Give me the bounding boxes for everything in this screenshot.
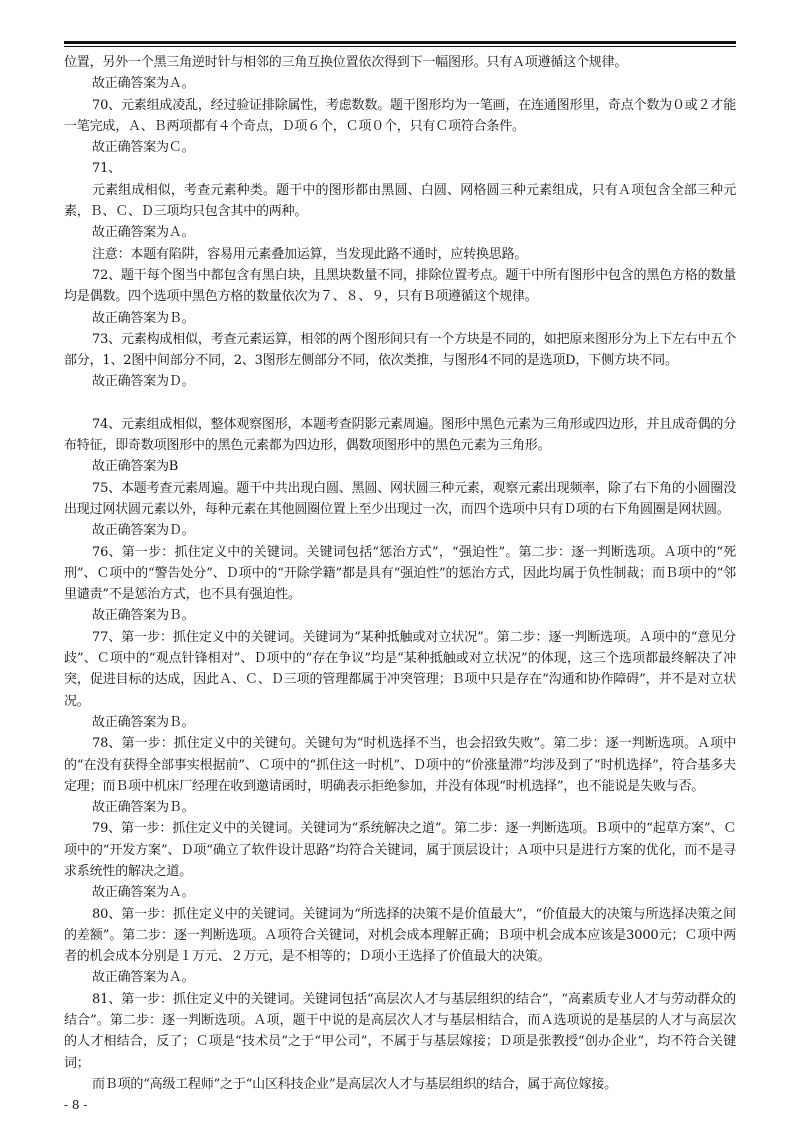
paragraph: 故正确答案为Ｃ。 (92, 140, 195, 156)
blank-line (64, 393, 736, 414)
paragraph: 故正确答案为Ｂ。 (92, 608, 195, 624)
paragraph: 70、元素组成凌乱，经过验证排除属性，考虑数数。题干图形均为一笔画，在连通图形里，奇点个数为０或２才能一笔完成，Ａ、Ｂ两项都有４个奇点，Ｄ项６个，Ｃ项０个，只有Ｃ项符合条件。 (64, 97, 736, 134)
paragraph: 81、第一步：抓住定义中的关键词。关键词包括“高层次人才与基层组织的结合”，“高素质专业人才与劳动群众的结合”。第二步：逐一判断选项。Ａ项，题干中说的是高层次人才与基层相结合，而Ａ选项说的是基层的人才与高层次的人才相结合，反了；Ｃ项是“技术员”之于“甲公司”，不属于与基层嫁接；Ｄ项是张教授“创办企业”，均不符合关键词； (64, 991, 736, 1071)
paragraph: 73、元素构成相似，考查元素运算，相邻的两个图形间只有一个方块是不同的，如把原来图形分为上下左右中五个部分，1、2图中间部分不同，2、3图形左侧部分不同，依次类推，与图形4不同的是选项D，下侧方块不同。 (64, 331, 736, 369)
paragraph: 故正确答案为Ａ。 (92, 885, 195, 901)
paragraph: 故正确答案为Ａ。 (92, 225, 195, 241)
paragraph: 位置，另外一个黑三角逆时针与相邻的三角互换位置依次得到下一幅图形。只有Ａ项遵循这个规律。 (64, 55, 628, 70)
paragraph: 故正确答案为Ｄ。 (92, 523, 195, 539)
paragraph: 80、第一步：抓住定义中的关键词。关键词为“所选择的决策不是价值最大”，“价值最大的决策与所选择决策之间的差额”。第二步：逐一判断选项。Ａ项符合关键词，对机会成本理解正确；Ｂ项中机会成本应该是3000元；Ｃ项中两者的机会成本分别是１万元、２万元，是不相等的；Ｄ项小王选择了价值最大的决策。 (64, 906, 736, 965)
paragraph: 79、第一步：抓住定义中的关键词。关键词为“系统解决之道”。第二步：逐一判断选项。Ｂ项中的“起草方案”、Ｃ项中的“开发方案”、Ｄ项“确立了软件设计思路”均符合关键词，属于顶层设计；Ａ项中只是进行方案的优化，而不是寻求系统性的解决之道。 (64, 821, 736, 879)
paragraph: 元素组成相似，考查元素种类。题干中的图形都由黑圆、白圆、网格圆三种元素组成，只有Ａ项包含全部三种元素，Ｂ、Ｃ、Ｄ三项均只包含其中的两种。 (64, 182, 736, 220)
paragraph: 故正确答案为Ａ。 (92, 970, 195, 986)
paragraph: 71、 (92, 161, 121, 177)
paragraph: 注意：本题有陷阱，容易用元素叠加运算，当发现此路不通时，应转换思路。 (92, 246, 528, 262)
paragraph: 77、第一步：抓住定义中的关键词。关键词为“某种抵触或对立状况”。第二步：逐一判断选项。Ａ项中的“意见分歧”、Ｃ项中的“观点针锋相对”、Ｄ项中的“存在争议”均是“某种抵触或对立状况”的体现，这三个选项都最终解决了冲突，促进目标的达成，因此Ａ、Ｃ、Ｄ三项的管理都属于冲突管理；Ｂ项中只是存在“沟通和协作障碍”，并不是对立状况。 (64, 629, 736, 709)
paragraph: 故正确答案为B (92, 459, 179, 475)
paragraph: 而Ｂ项的“高级工程师”之于“山区科技企业”是高层次人才与基层组织的结合，属于高位嫁接。 (92, 1076, 617, 1092)
answer-explanations (64, 52, 736, 1095)
header-rule-thin (64, 46, 736, 47)
paragraph: 74、元素组成相似，整体观察图形，本题考查阴影元素周遍。图形中黑色元素为三角形或四边形，并且成奇偶的分布特征，即奇数项图形中的黑色元素都为四边形，偶数项图形中的黑色元素为三角形。 (64, 416, 736, 454)
paragraph: 故正确答案为Ｂ。 (92, 800, 195, 816)
paragraph: 故正确答案为Ｄ。 (92, 374, 195, 390)
header-rule-thick (64, 41, 736, 44)
page-number: - 8 - (64, 1098, 88, 1112)
paragraph: 75、本题考查元素周遍。题干中共出现白圆、黑圆、网状圆三种元素，观察元素出现频率，除了右下角的小圆圈没出现过网状圆元素以外，每种元素在其他圆圈位置上至少出现过一次，而四个选项中只有Ｄ项的右下角圆圈是网状圆。 (64, 480, 736, 517)
paragraph: 78、第一步：抓住定义中的关键句。关键句为“时机选择不当，也会招致失败”。第二步：逐一判断选项。Ａ项中的“在没有获得全部事实根据前”、Ｃ项中的“抓住这一时机”、Ｄ项中的“价涨量滞”均涉及到了“时机选择”，符合基多夫定理；而Ｂ项中机床厂经理在收到邀请函时，明确表示拒绝参加，并没有体现“时机选择”，也不能说是失败与否。 (64, 736, 736, 794)
paragraph: 72、题干每个图当中都包含有黑白块，且黑块数量不同，排除位置考点。题干中所有图形中包含的黑色方格的数量均是偶数。四个选项中黑色方格的数量依次为７、８、９，只有Ｂ项遵循这个规律。 (64, 267, 736, 305)
paragraph: 故正确答案为Ｂ。 (92, 714, 195, 730)
paragraph: 76、第一步：抓住定义中的关键词。关键词包括“惩治方式”，“强迫性”。第二步：逐一判断选项。Ａ项中的“死刑”、Ｃ项中的“警告处分”、Ｄ项中的“开除学籍”都是具有“强迫性”的惩治方式，因此均属于负性制裁；而Ｂ项中的“邻里谴责”不是惩治方式，也不具有强迫性。 (64, 544, 736, 603)
paragraph: 故正确答案为Ｂ。 (92, 310, 195, 326)
paragraph: 故正确答案为Ａ。 (92, 76, 195, 92)
